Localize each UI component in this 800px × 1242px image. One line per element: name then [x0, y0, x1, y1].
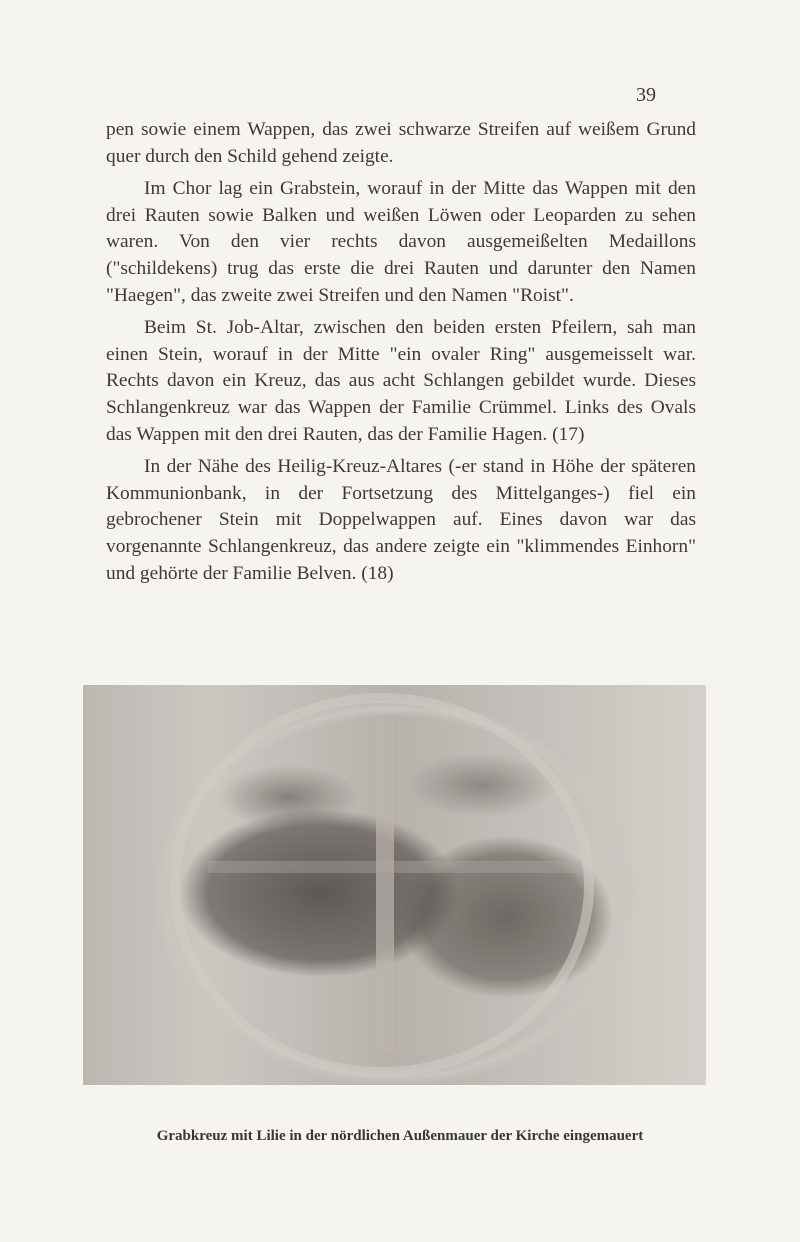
paragraph-3: Beim St. Job-Altar, zwischen den beiden ersten Pfeilern, sah man einen Stein, worauf in der Mitte "ein ovaler Ring" ausgemeisselt war. Rechts davon ein Kreuz, das aus acht Schlangen gebildet wurde. Dieses Schlangenkreuz war das Wappen der Familie Crümmel. Links des Ovals das Wappen mit den drei Rauten, das der Familie Hagen. (17) — [106, 317, 696, 445]
paragraph-4: In der Nähe des Heilig-Kreuz-Altares (-er stand in Höhe der späteren Kommunionbank, in der Fortsetzung des Mittelganges-) fiel ein gebrochener Stein mit Doppelwappen auf. Eines davon war das vorgenannte Schlangenkreuz, das andere zeigte ein "klimmendes Einhorn" und gehörte der Familie Belven. (18) — [106, 456, 696, 584]
cross-horizontal-beam — [208, 861, 582, 873]
paragraph-2: Im Chor lag ein Grabstein, worauf in der Mitte das Wappen mit den drei Rauten sowie Balken und weißen Löwen oder Leoparden zu sehen waren. Von den vier rechts davon ausgemeißelten Medaillons ("schildekens) trug das erste die drei Rauten und darunter den Namen "Haegen", das zweite zwei Streifen und den Namen "Roist". — [106, 178, 696, 306]
body-text — [106, 117, 696, 593]
figure-caption: Grabkreuz mit Lilie in der nördlichen Außenmauer der Kirche eingemauert — [156, 1128, 644, 1144]
page-number: 39 — [636, 84, 656, 106]
cross-vertical-beam — [376, 717, 395, 1053]
grave-cross-photo — [83, 685, 706, 1085]
paragraph-1: pen sowie einem Wappen, das zwei schwarze Streifen auf weißem Grund quer durch den Schild gehend zeigte. — [106, 119, 696, 167]
